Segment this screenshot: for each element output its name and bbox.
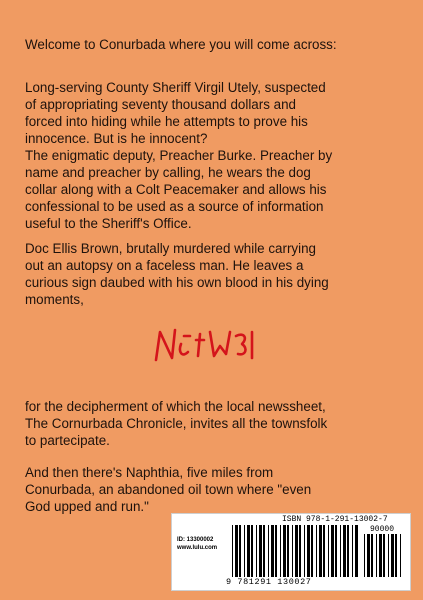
barcode-bar	[251, 525, 253, 577]
deputy-paragraph	[25, 147, 403, 232]
barcode-bar	[292, 525, 293, 577]
barcode-bar	[232, 525, 233, 577]
naphthia-paragraph	[25, 464, 403, 515]
deputy-line: useful to the Sheriff's Office.	[25, 216, 192, 231]
lulu-id: ID: 13300002	[177, 537, 214, 543]
barcode-bar	[364, 534, 365, 577]
chronicle-line: The Cornurbada Chronicle, invites all the townsfolk	[25, 416, 328, 431]
barcode-bar	[391, 534, 394, 577]
barcode-bar	[376, 534, 377, 577]
barcode-bar	[280, 525, 281, 577]
barcode-bar	[259, 525, 262, 577]
barcode-bar	[347, 525, 349, 577]
lulu-id-panel	[177, 526, 233, 572]
doc-paragraph	[25, 240, 403, 308]
barcode-bar	[247, 525, 250, 577]
doc-line: Doc Ellis Brown, brutally murdered while carrying	[25, 241, 316, 256]
sheriff-line: of appropriating seventy thousand dollars and	[25, 97, 296, 112]
barcode-bar	[239, 525, 241, 577]
barcode-bar	[383, 534, 385, 577]
barcode-bar	[283, 525, 286, 577]
barcode-bar	[244, 525, 245, 577]
barcode-bar	[287, 525, 289, 577]
barcode-bar	[311, 525, 313, 577]
ean-barcode	[232, 525, 360, 577]
sheriff-line: innocence. But is he innocent?	[25, 131, 208, 146]
barcode-bar	[299, 525, 301, 577]
naphthia-line: Conurbada, an abandoned oil town where "even	[25, 482, 312, 497]
chronicle-line: to partecipate.	[25, 433, 110, 448]
doc-line: moments,	[25, 292, 84, 307]
barcode-bar	[307, 525, 310, 577]
barcode-bar	[263, 525, 265, 577]
barcode-bar	[388, 534, 389, 577]
chronicle-paragraph	[25, 398, 403, 449]
doc-line: curious sign daubed with his own blood in his dying	[25, 275, 329, 290]
barcode-bar	[271, 525, 274, 577]
barcode-label	[171, 513, 411, 591]
isbn-number: ISBN 978-1-291-13002-7	[282, 515, 388, 524]
chronicle-line: for the decipherment of which the local newssheet,	[25, 399, 326, 414]
barcode-bar	[371, 534, 373, 577]
barcode-bar	[379, 534, 382, 577]
deputy-line: collar along with a Colt Peacemaker and allows his	[25, 182, 327, 197]
barcode-bar	[367, 534, 370, 577]
deputy-line: confessional to be used as a source of information	[25, 199, 324, 214]
doc-line: out an autopsy on a faceless man. He leaves a	[25, 258, 304, 273]
lulu-site: www.lulu.com	[177, 545, 218, 551]
sheriff-paragraph	[25, 79, 403, 147]
intro-text: Welcome to Conurbada where you will come across:	[25, 37, 337, 52]
barcode-bar	[268, 525, 269, 577]
barcode-bar	[304, 525, 305, 577]
sheriff-line: Long-serving County Sheriff Virgil Utely, suspected	[25, 80, 326, 95]
barcode-bar	[400, 534, 401, 577]
deputy-line: name and preacher by calling, he wears the dog	[25, 165, 311, 180]
barcode-bar	[295, 525, 298, 577]
barcode-bar	[275, 525, 277, 577]
blood-sign-image	[148, 322, 260, 368]
barcode-bar	[331, 525, 334, 577]
price-addon-digits: 90000	[370, 525, 395, 534]
barcode-bar	[352, 525, 353, 577]
sheriff-line: forced into hiding while he attempts to prove his	[25, 114, 308, 129]
barcode-bar	[335, 525, 337, 577]
barcode-bar	[328, 525, 329, 577]
barcode-bar	[319, 525, 322, 577]
barcode-bar	[340, 525, 341, 577]
deputy-line: The enigmatic deputy, Preacher Burke. Preacher by	[25, 148, 333, 163]
barcode-bar	[395, 534, 397, 577]
naphthia-line: And then there's Naphthia, five miles from	[25, 465, 274, 480]
ean-digits: 9 781291 130027	[226, 577, 312, 587]
barcode-bar	[235, 525, 238, 577]
barcode-bar	[256, 525, 257, 577]
barcode-bar	[355, 525, 358, 577]
barcode-bar	[343, 525, 346, 577]
barcode-bar	[323, 525, 325, 577]
barcode-bar	[316, 525, 317, 577]
naphthia-line: God upped and run."	[25, 499, 149, 514]
addon-barcode	[364, 534, 404, 577]
